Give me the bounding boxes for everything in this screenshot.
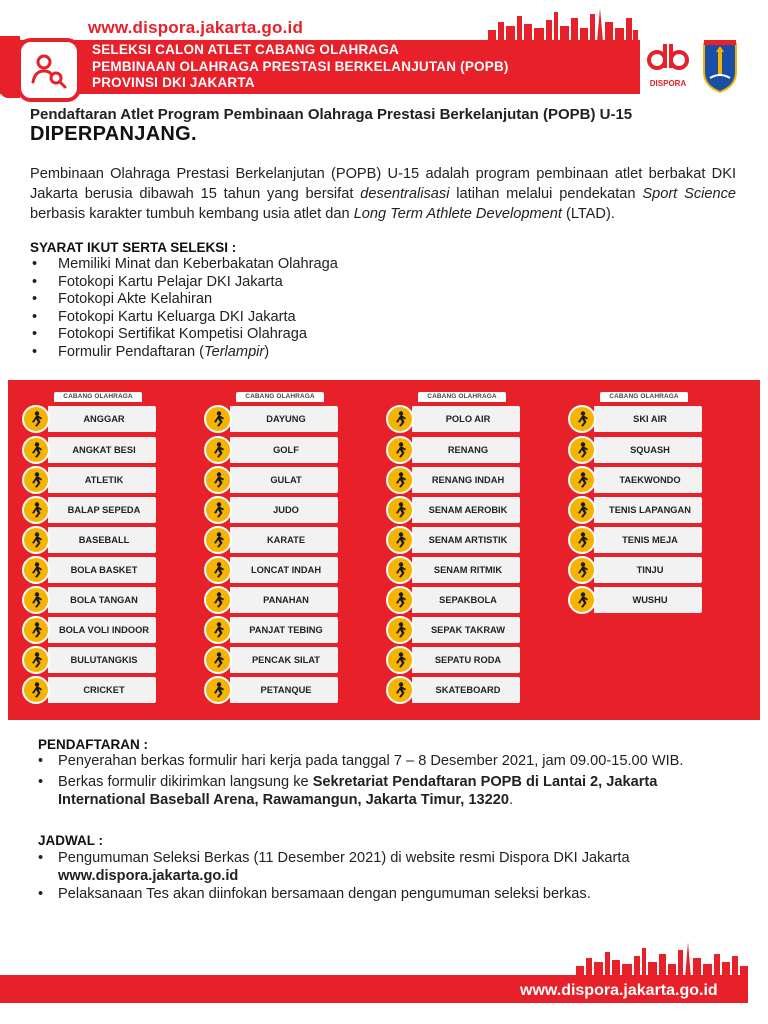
sport-pictogram-icon xyxy=(386,405,414,433)
sport-item xyxy=(22,646,157,674)
sport-item xyxy=(22,436,157,464)
sport-pictogram-icon xyxy=(204,436,232,464)
sport-label: CRICKET xyxy=(48,677,156,703)
sport-item xyxy=(568,526,703,554)
sport-item xyxy=(568,436,703,464)
intro-italic-2: Sport Science xyxy=(642,186,736,202)
sport-item xyxy=(386,436,521,464)
schedule-item: • Pelaksanaan Tes akan diinfokan bersamaan dengan pengumuman seleksi berkas. xyxy=(38,885,738,903)
sport-pictogram-icon xyxy=(568,496,596,524)
sport-label: SEPAKBOLA xyxy=(412,587,520,613)
sport-item xyxy=(204,616,339,644)
requirements-list xyxy=(30,256,338,361)
sport-item xyxy=(386,646,521,674)
sport-item xyxy=(22,405,157,433)
sport-item xyxy=(204,466,339,494)
intro-text-4: (LTAD). xyxy=(561,206,615,222)
sport-label: SENAM RITMIK xyxy=(412,557,520,583)
sport-item xyxy=(204,405,339,433)
registration-address: Sekretariat Pendaftaran POPB di Lantai 2, Jakarta International Baseball Arena, Rawamangun, Jakarta Timur, 13220 xyxy=(58,774,658,808)
sport-label: PANAHAN xyxy=(230,587,338,613)
intro-text-3: berbasis karakter tumbuh kembang usia atlet dan xyxy=(30,206,354,222)
requirement-item: • Fotokopi Akte Kelahiran xyxy=(30,291,338,309)
sport-item xyxy=(204,586,339,614)
sport-item xyxy=(22,556,157,584)
intro-italic-1: desentralisasi xyxy=(360,186,450,202)
intro-paragraph xyxy=(30,164,736,224)
header-line-2: PEMBINAAN OLAHRAGA PRESTASI BERKELANJUTAN (POPB) xyxy=(92,58,509,74)
requirement-form-text: Formulir Pendaftaran ( xyxy=(58,343,204,360)
sport-pictogram-icon xyxy=(22,646,50,674)
sport-label: BALAP SEPEDA xyxy=(48,497,156,523)
sport-pictogram-icon xyxy=(22,526,50,554)
sport-item xyxy=(204,436,339,464)
sport-pictogram-icon xyxy=(204,556,232,584)
sport-item xyxy=(386,466,521,494)
sport-item xyxy=(22,676,157,704)
requirement-form-italic: Terlampir xyxy=(204,343,265,360)
footer-url[interactable]: www.dispora.jakarta.go.id xyxy=(520,982,718,999)
sport-item xyxy=(568,556,703,584)
sport-label: SQUASH xyxy=(594,437,702,463)
sport-pictogram-icon xyxy=(204,526,232,554)
sport-label: ANGGAR xyxy=(48,406,156,432)
sports-panel xyxy=(8,380,760,720)
sport-pictogram-icon xyxy=(22,405,50,433)
sport-pictogram-icon xyxy=(386,436,414,464)
sport-item xyxy=(22,526,157,554)
sport-pictogram-icon xyxy=(386,616,414,644)
registration-title: PENDAFTARAN : xyxy=(38,737,148,752)
sport-item xyxy=(204,646,339,674)
registration-item-suffix: . xyxy=(508,792,514,808)
sport-label: LONCAT INDAH xyxy=(230,557,338,583)
sport-item xyxy=(386,556,521,584)
sport-item xyxy=(386,496,521,524)
sport-pictogram-icon xyxy=(568,466,596,494)
registration-item: • Penyerahan berkas formulir hari kerja pada tanggal 7 – 8 Desember 2021, jam 09.00-15.00 WIB. xyxy=(38,752,738,770)
sport-pictogram-icon xyxy=(568,556,596,584)
sport-pictogram-icon xyxy=(22,466,50,494)
sport-item xyxy=(386,405,521,433)
schedule-item xyxy=(38,849,738,885)
intro-text-1: Pembinaan Olahraga Prestasi Berkelanjutan (POPB) U-15 adalah program pembinaan atlet berbakat DKI Jakarta berusia dibawah 15 tahun yang bersifat xyxy=(30,166,736,202)
sport-label: TENIS MEJA xyxy=(594,527,702,553)
sport-item xyxy=(22,496,157,524)
sport-label: TINJU xyxy=(594,557,702,583)
sport-label: TENIS LAPANGAN xyxy=(594,497,702,523)
registration-item-text: Berkas formulir dikirimkan langsung ke xyxy=(58,774,313,790)
sport-pictogram-icon xyxy=(204,466,232,494)
sport-label: SKI AIR xyxy=(594,406,702,432)
sport-label: ATLETIK xyxy=(48,467,156,493)
sports-column-header: CABANG OLAHRAGA xyxy=(236,392,324,402)
sport-pictogram-icon xyxy=(22,616,50,644)
skyline-bottom-icon xyxy=(576,942,748,978)
requirement-item: • Fotokopi Kartu Keluarga DKI Jakarta xyxy=(30,309,338,327)
sport-item xyxy=(386,586,521,614)
sport-label: SEPATU RODA xyxy=(412,647,520,673)
sport-label: RENANG xyxy=(412,437,520,463)
sport-item xyxy=(568,586,703,614)
sport-item xyxy=(22,466,157,494)
sport-item xyxy=(386,616,521,644)
sport-pictogram-icon xyxy=(22,676,50,704)
sport-pictogram-icon xyxy=(568,436,596,464)
sport-item xyxy=(22,586,157,614)
requirement-item xyxy=(30,344,338,362)
sports-column-header: CABANG OLAHRAGA xyxy=(600,392,688,402)
intro-text-2: latihan melalui pendekatan xyxy=(449,186,643,202)
sport-label: PETANQUE xyxy=(230,677,338,703)
sport-pictogram-icon xyxy=(386,676,414,704)
header-url: www.dispora.jakarta.go.id xyxy=(88,18,304,37)
sport-item xyxy=(204,556,339,584)
sport-pictogram-icon xyxy=(204,586,232,614)
sport-label: SENAM AEROBIK xyxy=(412,497,520,523)
header-title-block xyxy=(92,42,509,92)
sport-pictogram-icon xyxy=(386,496,414,524)
dispora-logo-text: DISPORA xyxy=(649,79,687,88)
sport-label: ANGKAT BESI xyxy=(48,437,156,463)
requirement-form-suffix: ) xyxy=(264,343,270,360)
sport-label: BOLA BASKET xyxy=(48,557,156,583)
sport-pictogram-icon xyxy=(22,556,50,584)
sport-item xyxy=(204,526,339,554)
sport-item xyxy=(568,405,703,433)
sport-item xyxy=(568,496,703,524)
requirement-item: • Fotokopi Sertifikat Kompetisi Olahraga xyxy=(30,326,338,344)
sport-label: PANJAT TEBING xyxy=(230,617,338,643)
sport-label: BOLA VOLI INDOOR xyxy=(48,617,156,643)
sport-label: BOLA TANGAN xyxy=(48,587,156,613)
sport-label: SENAM ARTISTIK xyxy=(412,527,520,553)
page-title: DIPERPANJANG. xyxy=(30,123,197,145)
sport-pictogram-icon xyxy=(568,405,596,433)
sport-label: TAEKWONDO xyxy=(594,467,702,493)
sport-item xyxy=(386,526,521,554)
sport-label: WUSHU xyxy=(594,587,702,613)
page-subtitle: Pendaftaran Atlet Program Pembinaan Olahraga Prestasi Berkelanjutan (POPB) U-15 xyxy=(30,106,633,123)
sports-column-header: CABANG OLAHRAGA xyxy=(418,392,506,402)
sport-label: DAYUNG xyxy=(230,406,338,432)
sport-label: SKATEBOARD xyxy=(412,677,520,703)
sport-label: JUDO xyxy=(230,497,338,523)
sport-pictogram-icon xyxy=(386,586,414,614)
sport-pictogram-icon xyxy=(204,405,232,433)
sport-pictogram-icon xyxy=(204,616,232,644)
schedule-website-link[interactable]: www.dispora.jakarta.go.id xyxy=(58,868,239,884)
schedule-item-text: Pengumuman Seleksi Berkas (11 Desember 2021) di website resmi Dispora DKI Jakarta xyxy=(58,850,630,866)
sport-pictogram-icon xyxy=(22,436,50,464)
dispora-logo-icon xyxy=(645,40,691,78)
sport-pictogram-icon xyxy=(386,556,414,584)
sport-label: POLO AIR xyxy=(412,406,520,432)
header-line-3: PROVINSI DKI JAKARTA xyxy=(92,75,255,90)
sport-label: RENANG INDAH xyxy=(412,467,520,493)
sport-pictogram-icon xyxy=(386,526,414,554)
sport-pictogram-icon xyxy=(386,646,414,674)
sport-item xyxy=(204,676,339,704)
skyline-top-icon xyxy=(488,8,638,42)
sport-pictogram-icon xyxy=(204,646,232,674)
sport-label: BASEBALL xyxy=(48,527,156,553)
sport-item xyxy=(386,676,521,704)
sport-pictogram-icon xyxy=(568,586,596,614)
sport-pictogram-icon xyxy=(204,676,232,704)
dki-jakarta-emblem-icon xyxy=(700,38,740,94)
sports-column-header: CABANG OLAHRAGA xyxy=(54,392,142,402)
sport-label: SEPAK TAKRAW xyxy=(412,617,520,643)
dispora-logo xyxy=(636,40,700,96)
registration-item xyxy=(38,773,738,809)
requirement-item: • Fotokopi Kartu Pelajar DKI Jakarta xyxy=(30,274,338,292)
requirement-item: • Memiliki Minat dan Keberbakatan Olahraga xyxy=(30,256,338,274)
user-search-icon xyxy=(17,38,81,102)
requirements-title: SYARAT IKUT SERTA SELEKSI : xyxy=(30,240,237,255)
sport-item xyxy=(22,616,157,644)
sport-pictogram-icon xyxy=(204,496,232,524)
sport-pictogram-icon xyxy=(568,526,596,554)
schedule-title: JADWAL : xyxy=(38,833,104,848)
sport-pictogram-icon xyxy=(22,586,50,614)
sport-item xyxy=(568,466,703,494)
intro-italic-3: Long Term Athlete Development xyxy=(353,206,562,222)
sport-label: KARATE xyxy=(230,527,338,553)
sport-pictogram-icon xyxy=(386,466,414,494)
sport-label: GULAT xyxy=(230,467,338,493)
sport-label: PENCAK SILAT xyxy=(230,647,338,673)
sport-item xyxy=(204,496,339,524)
registration-list xyxy=(38,752,738,809)
header-line-1: SELEKSI CALON ATLET CABANG OLAHRAGA xyxy=(92,42,399,57)
sport-label: BULUTANGKIS xyxy=(48,647,156,673)
schedule-list xyxy=(38,849,738,903)
sport-label: GOLF xyxy=(230,437,338,463)
sport-pictogram-icon xyxy=(22,496,50,524)
